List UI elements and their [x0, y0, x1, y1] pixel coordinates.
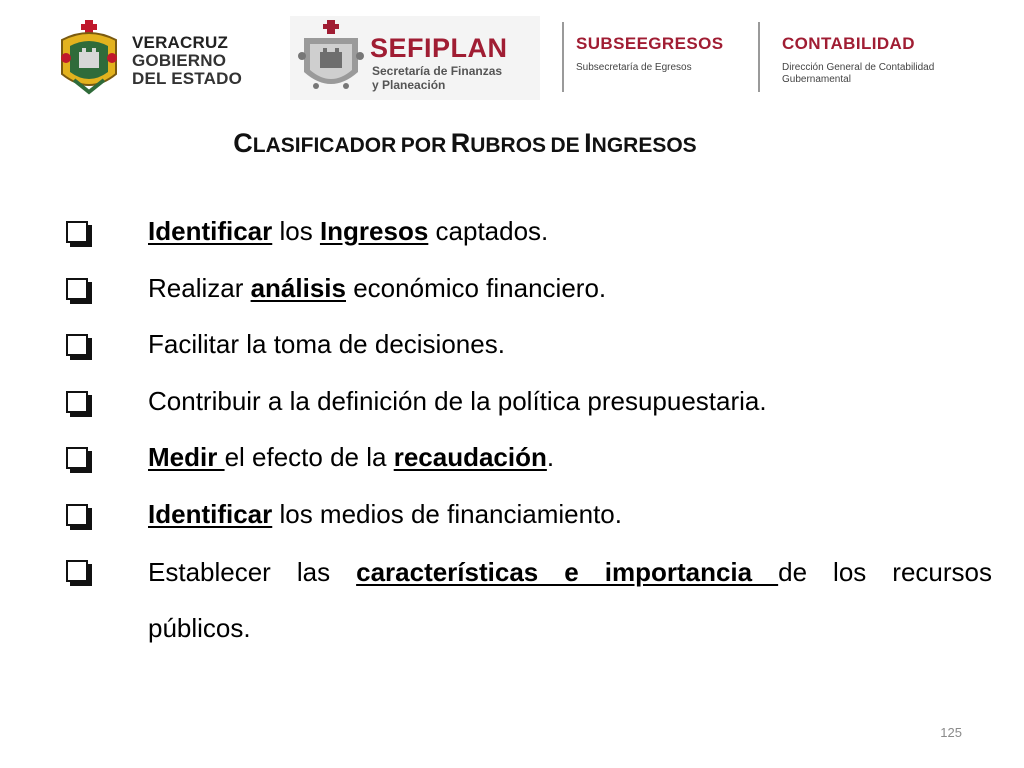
list-item: [66, 488, 992, 545]
bullet-text: Realizar: [148, 272, 251, 303]
contabilidad-logo: [782, 34, 982, 86]
bullet-text: los: [272, 216, 320, 246]
list-item: [66, 431, 992, 488]
checkbox-bullet-icon: [66, 278, 88, 300]
emphasis-text: características e importancia: [356, 557, 779, 587]
contabilidad-title: CONTABILIDAD: [782, 34, 915, 53]
bullet-text: Establecer las: [148, 557, 357, 587]
checkbox-bullet-icon: [66, 447, 88, 469]
emphasis-text: Ingresos: [319, 216, 429, 246]
checkbox-bullet-icon: [66, 221, 88, 243]
emphasis-text: Identificar: [148, 216, 273, 246]
sefiplan-shield-icon: [296, 20, 366, 96]
page-number: 125: [940, 725, 962, 740]
veracruz-line1: VERACRUZ: [132, 33, 229, 52]
title-word: POR: [400, 134, 447, 157]
veracruz-coat-of-arms-icon: [52, 18, 126, 98]
slide-title: [0, 128, 930, 159]
subseegresos-sub: Subsecretaría de Egresos: [576, 62, 692, 73]
emphasis-text: análisis: [250, 272, 346, 303]
checkbox-bullet-icon: [66, 504, 88, 526]
header-divider: [758, 22, 760, 92]
emphasis-text: Medir: [148, 442, 225, 472]
emphasis-text: recaudación: [393, 442, 547, 472]
bullet-text: los medios de financiamiento.: [272, 498, 622, 529]
sefiplan-sub1: Secretaría de Finanzas: [372, 64, 503, 78]
emphasis-text: Identificar: [148, 498, 273, 529]
bullet-text: económico financiero.: [346, 272, 607, 303]
bullet-text: el efecto de la: [224, 442, 394, 472]
sefiplan-sub2: y Planeación: [372, 78, 446, 92]
checkbox-bullet-icon: [66, 560, 88, 582]
bullet-text: Facilitar la toma de decisiones.: [148, 329, 505, 359]
list-item: [66, 262, 992, 319]
checkbox-bullet-icon: [66, 334, 88, 356]
bullet-list: [66, 205, 992, 656]
title-word: NGRESOS: [591, 134, 697, 157]
subseegresos-logo: [576, 34, 756, 73]
title-initial: C: [233, 128, 253, 158]
veracruz-logo: [52, 18, 242, 98]
list-item: [66, 318, 992, 375]
title-initial: R: [450, 128, 471, 158]
list-item: [66, 205, 992, 262]
bullet-text: de los recursos: [778, 557, 993, 587]
title-initial: I: [584, 128, 592, 158]
subseegresos-title: SUBSEEGRESOS: [576, 34, 724, 53]
checkbox-bullet-icon: [66, 391, 88, 413]
bullet-text: Contribuir a la definición de la política presupuestaria.: [148, 385, 767, 416]
bullet-text: captados.: [428, 216, 549, 246]
title-word: UBROS: [470, 134, 547, 157]
veracruz-line3: DEL ESTADO: [132, 69, 242, 88]
veracruz-line2: GOBIERNO: [132, 51, 227, 70]
contabilidad-sub1: Dirección General de Contabilidad: [782, 62, 935, 73]
header-logos: [0, 0, 1024, 110]
title-word: DE: [550, 134, 580, 157]
sefiplan-name: SEFIPLAN: [370, 33, 508, 63]
title-word: LASIFICADOR: [252, 134, 397, 157]
list-item: [66, 544, 992, 656]
sefiplan-logo: [290, 16, 540, 100]
header-divider: [562, 22, 564, 92]
bullet-text: públicos.: [148, 613, 251, 643]
contabilidad-sub2: Gubernamental: [782, 74, 851, 85]
bullet-text: .: [546, 442, 555, 472]
list-item: [66, 375, 992, 432]
